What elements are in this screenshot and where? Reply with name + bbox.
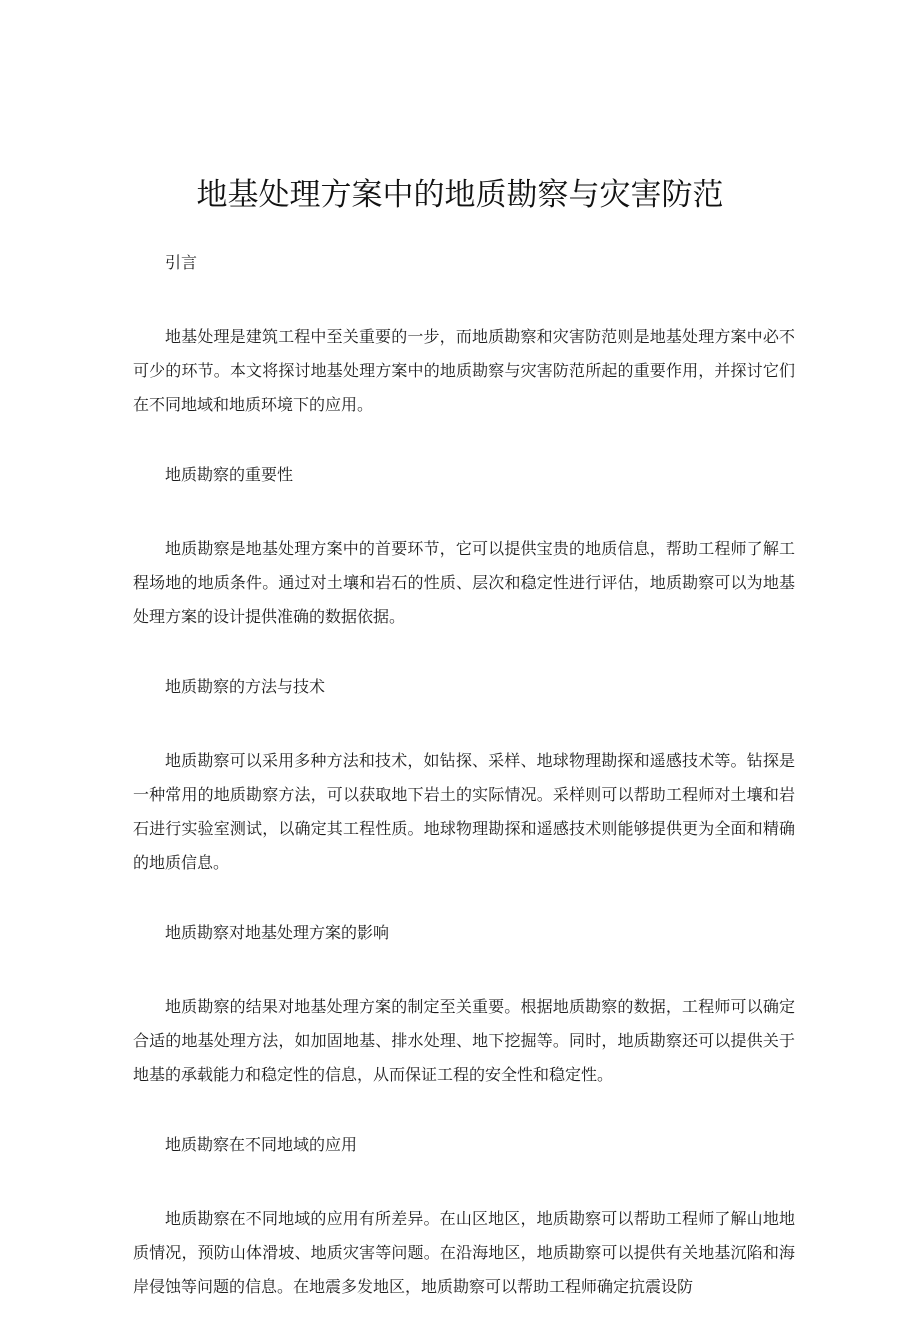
section-heading-impact: 地质勘察对地基处理方案的影响 — [165, 923, 390, 942]
section-paragraph-importance: 地质勘察是地基处理方案中的首要环节，它可以提供宝贵的地质信息，帮助工程师了解工程场地的地质条件。通过对土壤和岩石的性质、层次和稳定性进行评估，地质勘察可以为地基处理方案的设计提供准确的数据依据。 — [133, 539, 795, 626]
section-heading-importance: 地质勘察的重要性 — [165, 465, 294, 484]
section-heading-regions: 地质勘察在不同地域的应用 — [165, 1135, 358, 1154]
section-paragraph-regions: 地质勘察在不同地域的应用有所差异。在山区地区，地质勘察可以帮助工程师了解山地地质情况，预防山体滑坡、地质灾害等问题。在沿海地区，地质勘察可以提供有关地基沉陷和海岸侵蚀等问题的信息。在地震多发地区，地质勘察可以帮助工程师确定抗震设防 — [133, 1209, 795, 1296]
section-paragraph-intro: 地基处理是建筑工程中至关重要的一步，而地质勘察和灾害防范则是地基处理方案中必不可少的环节。本文将探讨地基处理方案中的地质勘察与灾害防范所起的重要作用，并探讨它们在不同地域和地质环境下的应用。 — [133, 327, 795, 414]
document-title: 地基处理方案中的地质勘察与灾害防范 — [196, 177, 724, 213]
document-body — [133, 248, 795, 1342]
section-paragraph-impact: 地质勘察的结果对地基处理方案的制定至关重要。根据地质勘察的数据，工程师可以确定合适的地基处理方法，如加固地基、排水处理、地下挖掘等。同时，地质勘察还可以提供关于地基的承载能力和稳定性的信息，从而保证工程的安全性和稳定性。 — [133, 997, 795, 1084]
section-heading-intro: 引言 — [165, 253, 198, 272]
section-paragraph-methods: 地质勘察可以采用多种方法和技术，如钻探、采样、地球物理勘探和遥感技术等。钻探是一种常用的地质勘察方法，可以获取地下岩土的实际情况。采样则可以帮助工程师对土壤和岩石进行实验室测试，以确定其工程性质。地球物理勘探和遥感技术则能够提供更为全面和精确的地质信息。 — [133, 751, 795, 872]
section-heading-methods: 地质勘察的方法与技术 — [165, 677, 326, 696]
